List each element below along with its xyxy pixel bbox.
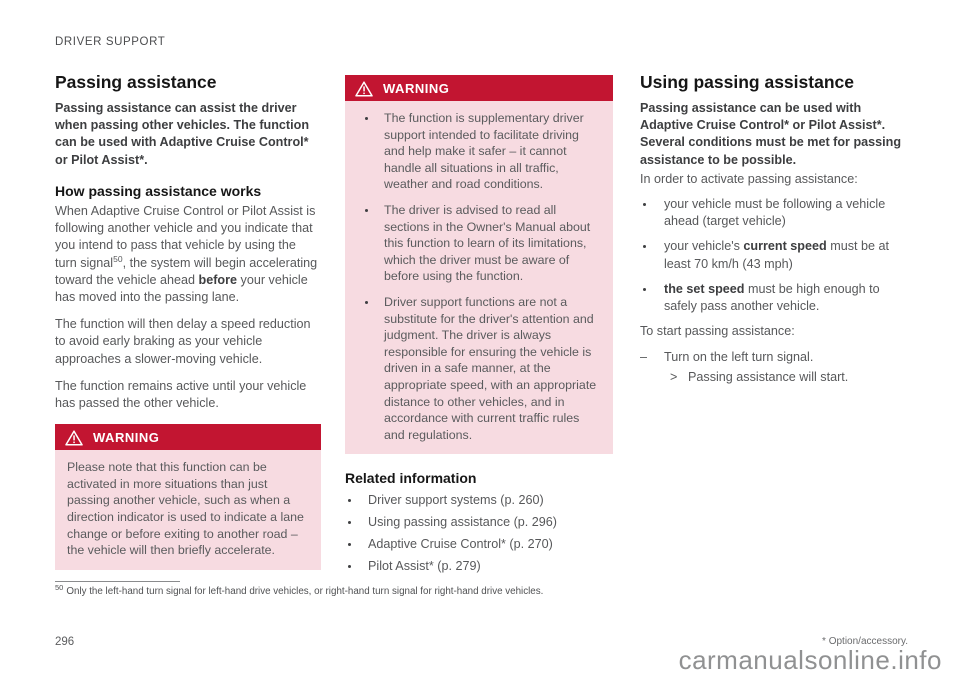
- condition-text: must be high enough to safely pass another vehicle.: [664, 281, 880, 314]
- related-information-title: Related information: [345, 470, 477, 487]
- warning-bullet: • Driver support functions are not a substitute for the driver's attention and judgment. The driver is always responsible for ensuring the vehicle is driven in a safe manner, at the appropriate speed, with an appropriate distance to other vehicles, and in accordance with current traffic rules and regulations.: [378, 294, 601, 443]
- step-text: Turn on the left turn signal.: [664, 350, 814, 365]
- running-header: DRIVER SUPPORT: [55, 36, 166, 48]
- warning-triangle-icon: [355, 81, 373, 97]
- related-link-using-passing-assistance: • Using passing assistance (p. 296): [361, 514, 613, 531]
- warning-box-middle: [345, 75, 613, 454]
- bold-emphasis: before: [198, 272, 238, 287]
- column-middle: [345, 72, 613, 579]
- footnote-text: Only the left-hand turn signal for left-hand drive vehicles, or right-hand turn signal for right-hand drive vehicles.: [66, 586, 544, 597]
- warning-text: Please note that this function can be activated in more situations than just passing another vehicle, such as when a direction indicator is used to indicate a lane change or before exiting to another road – the vehicle will then briefly accelerate.: [67, 460, 304, 558]
- warning-header: [345, 75, 613, 101]
- section-title-passing-assistance: Passing assistance: [55, 72, 217, 92]
- warning-title: WARNING: [93, 430, 160, 446]
- paragraph-text: , the system will begin accelerating toward the vehicle ahead: [55, 255, 318, 287]
- condition-text: your vehicle's: [664, 239, 744, 254]
- page-number: 296: [55, 636, 75, 648]
- condition-text: must be at least 70 km/h (43 mph): [664, 239, 890, 271]
- lead-paragraph: Passing assistance can be used with Adaptive Cruise Control* or Pilot Assist*. Several conditions must be met for passing assistance to be possible.: [640, 101, 902, 167]
- condition-set-speed: [656, 281, 908, 315]
- dash-marker: –: [640, 350, 648, 365]
- footnote: [55, 582, 544, 597]
- column-left: [55, 72, 321, 570]
- warning-title: WARNING: [383, 80, 450, 96]
- lead-paragraph: Passing assistance can assist the driver when passing other vehicles. The function can be used with Adaptive Cruise Control* or Pilot Assist*.: [55, 101, 310, 167]
- warning-header: [55, 424, 321, 450]
- footnote-reference: 50: [113, 253, 123, 264]
- related-link-pilot-assist: • Pilot Assist* (p. 279): [361, 558, 613, 575]
- condition-current-speed: [656, 238, 908, 272]
- activation-intro: In order to activate passing assistance:: [640, 171, 858, 186]
- column-right: [640, 72, 908, 386]
- bold-emphasis: the set speed: [664, 281, 745, 296]
- conditions-list: [640, 196, 908, 315]
- warning-box-left: [55, 424, 321, 570]
- instruction-result: [640, 369, 908, 386]
- warning-body: [345, 101, 613, 454]
- condition-target-vehicle: • your vehicle must be following a vehicle ahead (target vehicle): [656, 196, 908, 230]
- footnote-marker: 50: [55, 582, 64, 592]
- paragraph-remains-active: The function remains active until your vehicle has passed the other vehicle.: [55, 378, 307, 411]
- related-link-adaptive-cruise-control: • Adaptive Cruise Control* (p. 270): [361, 536, 613, 553]
- bold-emphasis: current speed: [743, 239, 827, 254]
- warning-bullet: • The driver is advised to read all sections in the Owner's Manual about this function to learn of its limitations, which the driver must be aware of before using the function.: [378, 202, 601, 285]
- option-accessory-note: * Option/accessory.: [822, 636, 908, 647]
- paragraph-text: When Adaptive Cruise Control or Pilot Assist is following another vehicle and you indicate that you intend to pass that vehicle by using the turn signal: [55, 204, 316, 270]
- result-text: Passing assistance will start.: [688, 369, 849, 384]
- warning-triangle-icon: [65, 430, 83, 446]
- section-title-using-passing-assistance: Using passing assistance: [640, 72, 854, 92]
- paragraph-text: your vehicle has moved into the passing lane.: [55, 272, 308, 305]
- chevron-marker: >: [670, 369, 678, 384]
- warning-bullet: • The function is supplementary driver support intended to facilitate driving and help make it safer – it cannot handle all situations in all traffic, weather and road conditions.: [378, 110, 601, 193]
- paragraph-how-works: [55, 203, 321, 306]
- warning-body: [55, 450, 321, 570]
- footnote-divider: [55, 581, 180, 582]
- start-intro: To start passing assistance:: [640, 324, 795, 339]
- subheading-how-it-works: How passing assistance works: [55, 182, 262, 199]
- warning-bullet-list: [357, 110, 601, 443]
- instruction-step: [640, 349, 908, 366]
- paragraph-delay-speed: The function will then delay a speed reduction to avoid early braking as your vehicle approaches a slower-moving vehicle.: [55, 317, 311, 366]
- watermark: carmanualsonline.info: [678, 645, 942, 675]
- related-link-driver-support-systems: • Driver support systems (p. 260): [361, 492, 613, 509]
- related-links-list: [345, 492, 613, 574]
